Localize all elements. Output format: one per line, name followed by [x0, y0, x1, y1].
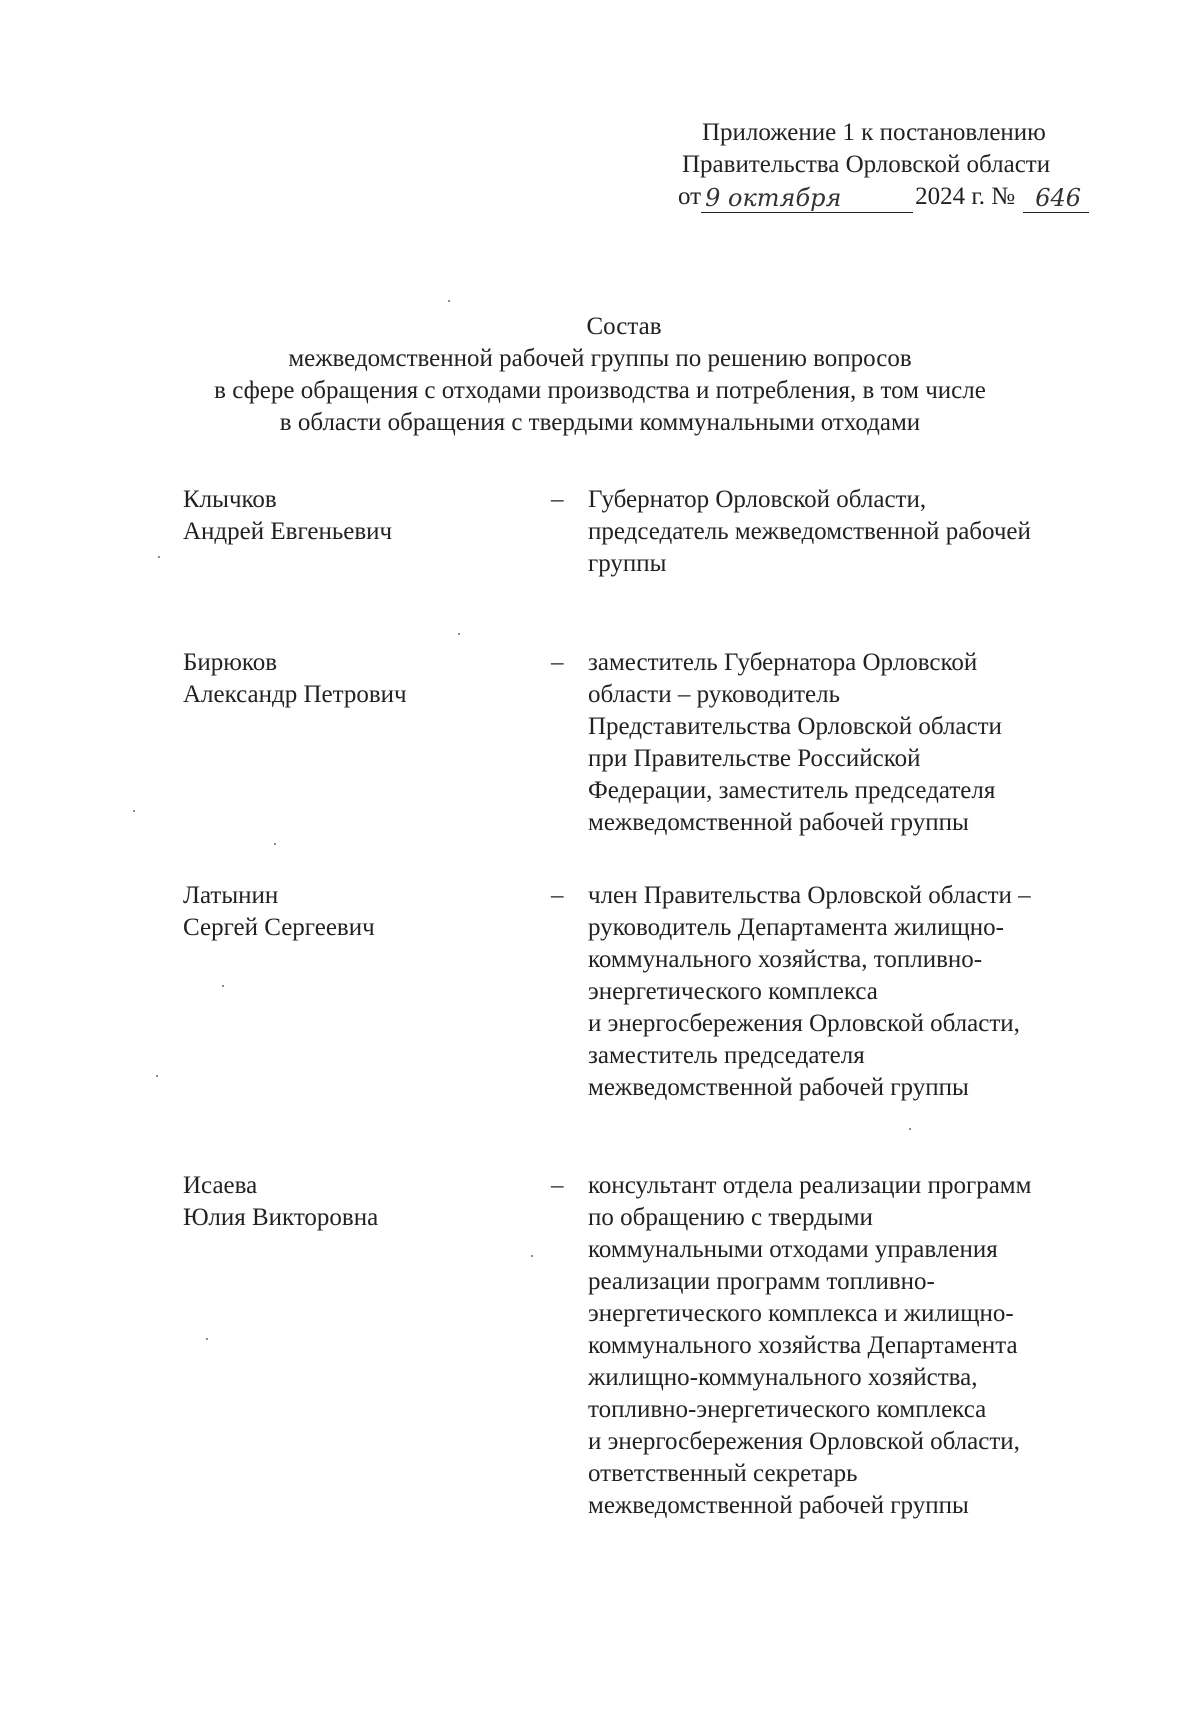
member-name: [183, 1170, 513, 1234]
title-line-3: в области обращения с твердыми коммунальными отходами: [279, 409, 921, 436]
scan-speck: [158, 556, 160, 558]
member-role: [588, 647, 1108, 839]
role-line: и энергосбережения Орловской области,: [588, 1010, 1020, 1037]
role-line: коммунального хозяйства Департамента: [588, 1332, 1018, 1359]
title-heading: Состав: [586, 313, 662, 340]
role-line: Губернатор Орловской области,: [588, 486, 927, 513]
annex-year-number-label: 2024 г. №: [915, 183, 1016, 210]
title-line-2: в сфере обращения с отходами производства и потребления, в том числе: [214, 377, 986, 404]
scan-speck: [206, 1338, 208, 1340]
member-dash: –: [551, 649, 564, 676]
member-role: [588, 484, 1108, 580]
scan-speck: [156, 1075, 158, 1077]
handwritten-date: 9 октября: [701, 184, 913, 213]
annex-header: [640, 117, 1100, 213]
scan-speck: [222, 985, 224, 987]
title-line-1: межведомственной рабочей группы по решению вопросов: [288, 345, 912, 372]
member-name: [183, 647, 513, 711]
member-name: [183, 880, 513, 944]
role-line: межведомственной рабочей группы: [588, 1074, 969, 1101]
scan-speck: [133, 810, 135, 812]
role-line: коммунального хозяйства, топливно-: [588, 946, 983, 973]
member-name: [183, 484, 513, 548]
annex-line-2: Правительства Орловской области: [682, 151, 1051, 178]
member-given-names: Александр Петрович: [183, 681, 407, 708]
annex-prefix: от: [678, 183, 702, 210]
role-line: энергетического комплекса и жилищно-: [588, 1300, 1014, 1327]
role-line: и энергосбережения Орловской области,: [588, 1428, 1020, 1455]
member-given-names: Андрей Евгеньевич: [183, 518, 393, 545]
member-dash: –: [551, 1172, 564, 1199]
role-line: группы: [588, 550, 667, 577]
scan-speck: [909, 1128, 911, 1130]
member-surname: Бирюков: [183, 649, 278, 676]
member-dash: –: [551, 486, 564, 513]
document-title: [0, 311, 1200, 439]
annex-line-3: [640, 181, 1100, 213]
member-role: [588, 880, 1108, 1104]
scan-speck: [274, 843, 276, 845]
role-line: при Правительстве Российской: [588, 745, 921, 772]
role-line: заместитель председателя: [588, 1042, 865, 1069]
annex-line-1: Приложение 1 к постановлению: [702, 119, 1046, 146]
role-line: член Правительства Орловской области –: [588, 882, 1031, 909]
member-dash: –: [551, 882, 564, 909]
role-line: по обращению с твердыми: [588, 1204, 873, 1231]
role-line: межведомственной рабочей группы: [588, 1492, 969, 1519]
role-line: ответственный секретарь: [588, 1460, 858, 1487]
member-surname: Клычков: [183, 486, 277, 513]
member-surname: Латынин: [183, 882, 279, 909]
role-line: заместитель Губернатора Орловской: [588, 649, 978, 676]
member-surname: Исаева: [183, 1172, 258, 1199]
scan-speck: [448, 300, 450, 302]
role-line: области – руководитель: [588, 681, 841, 708]
handwritten-number: 646: [1023, 184, 1089, 213]
role-line: консультант отдела реализации программ: [588, 1172, 1032, 1199]
member-given-names: Юлия Викторовна: [183, 1204, 379, 1231]
role-line: межведомственной рабочей группы: [588, 809, 969, 836]
role-line: председатель межведомственной рабочей: [588, 518, 1031, 545]
role-line: Федерации, заместитель председателя: [588, 777, 996, 804]
role-line: жилищно-коммунального хозяйства,: [588, 1364, 978, 1391]
member-role: [588, 1170, 1108, 1522]
scan-speck: [531, 1255, 533, 1257]
role-line: реализации программ топливно-: [588, 1268, 935, 1295]
role-line: коммунальными отходами управления: [588, 1236, 998, 1263]
role-line: руководитель Департамента жилищно-: [588, 914, 1004, 941]
role-line: Представительства Орловской области: [588, 713, 1002, 740]
role-line: энергетического комплекса: [588, 978, 878, 1005]
role-line: топливно-энергетического комплекса: [588, 1396, 987, 1423]
member-given-names: Сергей Сергеевич: [183, 914, 375, 941]
scan-speck: [458, 633, 460, 635]
